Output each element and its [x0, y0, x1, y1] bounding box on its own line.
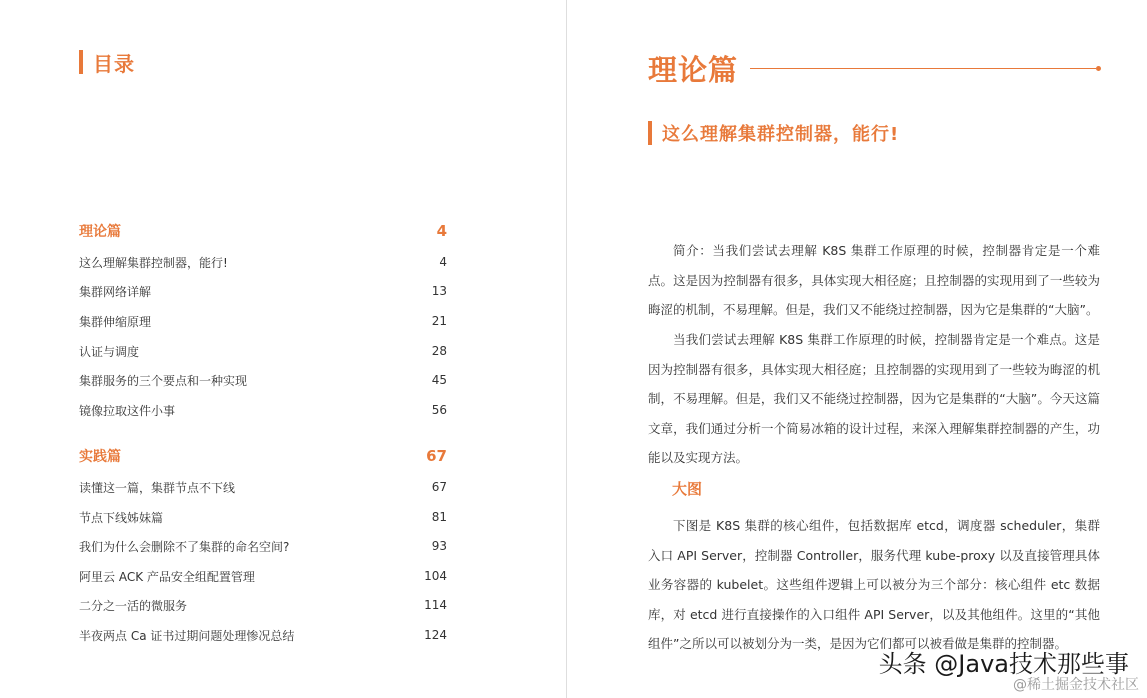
toc-entry-title: 读懂这一篇，集群节点不下线: [79, 480, 236, 495]
heading-accent-bar: [648, 121, 652, 145]
toc-entry-page: 28: [431, 344, 447, 358]
toc-entry-title: 集群网络详解: [79, 284, 152, 299]
part-title: 理论篇: [648, 53, 739, 87]
toc-entry-page: 81: [431, 510, 447, 524]
toc-entry[interactable]: [79, 596, 447, 614]
toc-entry-title: 认证与调度: [79, 344, 140, 359]
section-paragraph: 下图是 K8S 集群的核心组件，包括数据库 etcd，调度器 scheduler，集群入口 API Server，控制器 Controller，服务代理 kube-proxy 以及直接管理具体业务容器的 kubelet。这些组件逻辑上可以被分为三个部分：核心组件 etc 数据库，对 etcd 进行直接操作的入口组件 API Server，以及其他组件。这里的“其他组件”之所以可以被划分为一类，是因为它们都可以被看做是集群的控制器。: [648, 518, 1100, 651]
toc-entry-title: 节点下线姊妹篇: [79, 510, 164, 525]
toc-entry[interactable]: [79, 401, 447, 419]
toc-entry-title: 这么理解集群控制器，能行!: [79, 255, 228, 270]
toc-entry-title: 二分之一活的微服务: [79, 598, 188, 613]
title-rule-line: [750, 68, 1096, 69]
chapter-title: 这么理解集群控制器，能行!: [662, 124, 900, 145]
watermark-subtext: @稀土掘金技术社区: [1013, 677, 1139, 693]
toc-entry[interactable]: [79, 626, 447, 644]
toc-entry[interactable]: [79, 537, 447, 555]
title-rule-dot: [1096, 66, 1101, 71]
toc-entry-title: 集群服务的三个要点和一种实现: [79, 373, 248, 388]
toc-entry[interactable]: [79, 478, 447, 496]
toc-part-theory[interactable]: [79, 220, 447, 242]
body-paragraph: 当我们尝试去理解 K8S 集群工作原理的时候，控制器肯定是一个难点。这是因为控制器有很多，具体实现大相径庭；且控制器的实现用到了一些较为晦涩的机制，不易理解。但是，我们又不能绕过控制器，因为它是集群的“大脑”。今天这篇文章，我们通过分析一个简易冰箱的设计过程，来深入理解集群控制器的产生，功能以及实现方法。: [648, 332, 1100, 465]
heading-accent-bar: [79, 50, 83, 74]
toc-entry[interactable]: [79, 371, 447, 389]
toc-entry-page: 114: [424, 598, 447, 612]
toc-entry-page: 4: [439, 255, 447, 269]
toc-part-page: 4: [436, 222, 447, 240]
page-divider: [566, 0, 567, 698]
toc-entry-title: 半夜两点 Ca 证书过期问题处理惨况总结: [79, 628, 295, 643]
toc-part-label: 理论篇: [79, 224, 121, 240]
toc-entry[interactable]: [79, 253, 447, 271]
toc-entry-page: 56: [431, 403, 447, 417]
toc-entry-page: 104: [424, 569, 447, 583]
toc-entry-title: 镜像拉取这件小事: [79, 403, 176, 418]
toc-entry[interactable]: [79, 342, 447, 360]
toc-part-page: 67: [426, 447, 447, 465]
toc-entry-page: 67: [431, 480, 447, 494]
toc-heading: [79, 50, 135, 74]
intro-paragraph: 简介：当我们尝试去理解 K8S 集群工作原理的时候，控制器肯定是一个难点。这是因为控制器有很多，具体实现大相径庭；且控制器的实现用到了一些较为晦涩的机制，不易理解。但是，我们又不能绕过控制器，因为它是集群的“大脑”。: [648, 243, 1100, 317]
toc-entry-page: 93: [431, 539, 447, 553]
toc-entry[interactable]: [79, 312, 447, 330]
toc-entry-page: 21: [431, 314, 447, 328]
toc-entry-page: 13: [431, 284, 447, 298]
toc-entry[interactable]: [79, 508, 447, 526]
chapter-heading: [648, 121, 899, 145]
toc-entry[interactable]: [79, 282, 447, 300]
toc-part-practice[interactable]: [79, 445, 447, 467]
toc-entry-title: 集群伸缩原理: [79, 314, 152, 329]
toc-entry-page: 45: [431, 373, 447, 387]
toc-entry[interactable]: [79, 567, 447, 585]
section-title: 大图: [672, 480, 703, 498]
toc-entry-title: 阿里云 ACK 产品安全组配置管理: [79, 569, 255, 584]
toc-entry-title: 我们为什么会删除不了集群的命名空间?: [79, 539, 290, 554]
toc-part-label: 实践篇: [79, 449, 121, 465]
toc-entry-page: 124: [424, 628, 447, 642]
watermark-text: 头条 @Java技术那些事: [878, 650, 1129, 678]
toc-title: 目录: [93, 51, 135, 76]
